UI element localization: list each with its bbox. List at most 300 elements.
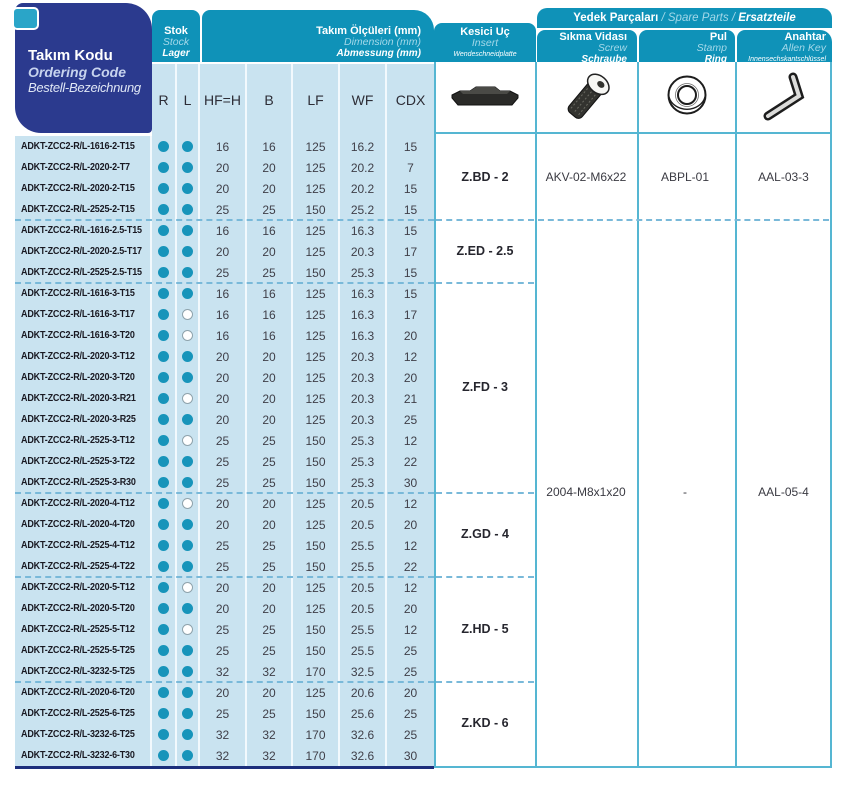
hf-value: 20 (200, 409, 247, 430)
spare-group-separator-line (538, 219, 829, 221)
b-value: 25 (247, 430, 293, 451)
stock-r-dot (158, 288, 169, 299)
ordering-code-text: ADKT-ZCC2-R/L-1616-3-T17 (21, 309, 135, 320)
hf-value: 20 (200, 178, 247, 199)
group-separator-line (15, 219, 434, 221)
ordering-code-text: ADKT-ZCC2-R/L-2020-3-R25 (21, 414, 136, 425)
ordering-code-cell (15, 178, 152, 199)
stock-l-cell (177, 451, 200, 472)
stock-r-dot (158, 141, 169, 152)
ordering-code-cell (15, 346, 152, 367)
ordering-code-cell (15, 409, 152, 430)
lf-value: 125 (293, 346, 340, 367)
wf-value: 32.5 (340, 661, 387, 682)
ordering-code-cell (15, 556, 152, 577)
screw-label-de: Schraube (581, 54, 627, 65)
ordering-code-text: ADKT-ZCC2-R/L-2020-3-T12 (21, 351, 135, 362)
stock-l-cell (177, 493, 200, 514)
cdx-value: 20 (403, 601, 418, 616)
stock-r-cell (152, 178, 177, 199)
hf-value: 25 (200, 199, 247, 220)
insert-group-label: Z.GD - 4 (461, 527, 509, 541)
screw-image-cell (537, 62, 637, 132)
lf-value: 125 (293, 598, 340, 619)
ordering-code-cell (15, 514, 152, 535)
ring-part-number: - (683, 485, 687, 499)
hf-value: 25 (200, 472, 247, 493)
grid-line (735, 62, 737, 768)
stock-l-dot (182, 309, 193, 320)
wf-value: 20.2 (340, 178, 387, 199)
table-row (15, 472, 434, 493)
b-value: 16 (247, 325, 293, 346)
dimensions-header (202, 10, 434, 62)
ordering-code-text: ADKT-ZCC2-R/L-3232-6-T30 (21, 750, 135, 761)
table-row (15, 241, 434, 262)
stock-r-cell (152, 325, 177, 346)
stock-l-cell (177, 598, 200, 619)
stock-r-cell (152, 577, 177, 598)
lf-value: 125 (293, 388, 340, 409)
b-value: 20 (247, 493, 293, 514)
ordering-code-text: ADKT-ZCC2-R/L-2525-4-T12 (21, 540, 135, 551)
stock-l-cell (177, 577, 200, 598)
grid-line (434, 766, 832, 768)
stock-l-cell (177, 556, 200, 577)
ordering-code-cell (15, 535, 152, 556)
wf-value: 25.2 (340, 199, 387, 220)
wf-value: 20.3 (340, 367, 387, 388)
lf-value: 150 (293, 472, 340, 493)
cdx-value: 21 (403, 391, 418, 406)
ordering-code-cell (15, 619, 152, 640)
stock-l-cell (177, 367, 200, 388)
stock-r-cell (152, 514, 177, 535)
cdx-value: 12 (403, 349, 418, 364)
stock-r-dot (158, 729, 169, 740)
lf-value: 125 (293, 157, 340, 178)
table-row (15, 304, 434, 325)
ordering-code-cell (15, 199, 152, 220)
stock-l-dot (182, 435, 193, 446)
allen-key-part-number: AAL-03-3 (758, 170, 809, 184)
ordering-code-text: ADKT-ZCC2-R/L-2020-3-R21 (21, 393, 136, 404)
wf-value: 20.3 (340, 388, 387, 409)
ordering-code-cell (15, 703, 152, 724)
column-header-lf: LF (293, 64, 340, 136)
b-value: 20 (247, 409, 293, 430)
hf-value: 25 (200, 451, 247, 472)
ordering-code-cell (15, 367, 152, 388)
ring-header (639, 30, 735, 65)
stock-l-cell (177, 409, 200, 430)
stock-l-cell (177, 745, 200, 766)
table-row (15, 199, 434, 220)
column-header-r: R (152, 64, 177, 136)
stock-r-dot (158, 540, 169, 551)
column-header-hf: HF=H (200, 64, 247, 136)
grid-line (830, 62, 832, 768)
stock-l-dot (182, 456, 193, 467)
lf-value: 125 (293, 409, 340, 430)
cdx-value: 25 (403, 412, 418, 427)
lf-value: 150 (293, 703, 340, 724)
table-row (15, 262, 434, 283)
stock-l-cell (177, 262, 200, 283)
stock-l-cell (177, 472, 200, 493)
stock-r-cell (152, 262, 177, 283)
cdx-value: 7 (407, 160, 414, 175)
hf-value: 20 (200, 598, 247, 619)
stock-r-cell (152, 409, 177, 430)
washer-icon (664, 74, 710, 120)
ordering-code-cell (15, 220, 152, 241)
group-separator-line (15, 492, 434, 494)
cdx-value: 15 (403, 286, 418, 301)
table-row (15, 136, 434, 157)
lf-value: 125 (293, 325, 340, 346)
wf-value: 25.3 (340, 451, 387, 472)
stock-l-cell (177, 535, 200, 556)
b-value: 16 (247, 283, 293, 304)
ordering-code-text: ADKT-ZCC2-R/L-1616-2.5-T15 (21, 225, 142, 236)
b-value: 20 (247, 577, 293, 598)
ordering-code-cell (15, 304, 152, 325)
lf-value: 150 (293, 619, 340, 640)
lf-value: 125 (293, 514, 340, 535)
group-separator-line (436, 282, 534, 284)
table-row (15, 535, 434, 556)
table-bottom-line (15, 766, 434, 769)
stock-r-cell (152, 556, 177, 577)
stock-header (152, 10, 200, 62)
stock-l-cell (177, 388, 200, 409)
stock-l-dot (182, 603, 193, 614)
ordering-code-text: ADKT-ZCC2-R/L-2525-6-T25 (21, 708, 135, 719)
lf-value: 170 (293, 745, 340, 766)
stock-l-dot (182, 729, 193, 740)
cdx-value: 12 (403, 580, 418, 595)
group-separator-line (15, 282, 434, 284)
table-row (15, 409, 434, 430)
stock-l-dot (182, 246, 193, 257)
stock-l-dot (182, 582, 193, 593)
screw-header (537, 30, 637, 65)
hf-value: 32 (200, 661, 247, 682)
hf-value: 20 (200, 493, 247, 514)
b-value: 25 (247, 451, 293, 472)
ordering-code-text: ADKT-ZCC2-R/L-2020-2-T7 (21, 162, 130, 173)
ordering-code-cell (15, 724, 152, 745)
table-row (15, 493, 434, 514)
stock-l-cell (177, 199, 200, 220)
ordering-code-label-de: Bestell-Bezeichnung (28, 80, 141, 95)
ordering-code-text: ADKT-ZCC2-R/L-1616-2-T15 (21, 141, 135, 152)
spare-parts-label-tr: Yedek Parçaları (573, 12, 659, 24)
lf-value: 150 (293, 430, 340, 451)
stock-l-cell (177, 661, 200, 682)
stock-r-dot (158, 477, 169, 488)
cdx-value: 20 (403, 328, 418, 343)
ordering-code-cell (15, 325, 152, 346)
stock-l-cell (177, 640, 200, 661)
stock-l-cell (177, 682, 200, 703)
insert-header (434, 23, 536, 62)
table-row (15, 388, 434, 409)
ordering-code-text: ADKT-ZCC2-R/L-2020-2.5-T17 (21, 246, 142, 257)
table-row (15, 745, 434, 766)
cdx-value: 30 (403, 748, 418, 763)
group-separator-line (15, 681, 434, 683)
stock-r-cell (152, 598, 177, 619)
hf-value: 20 (200, 367, 247, 388)
table-row (15, 640, 434, 661)
stock-r-dot (158, 666, 169, 677)
stock-l-cell (177, 157, 200, 178)
lf-value: 125 (293, 682, 340, 703)
stock-r-dot (158, 309, 169, 320)
ordering-code-text: ADKT-ZCC2-R/L-3232-5-T25 (21, 666, 135, 677)
wf-value: 32.6 (340, 724, 387, 745)
hf-value: 16 (200, 325, 247, 346)
ordering-code-cell (15, 598, 152, 619)
ordering-code-text: ADKT-ZCC2-R/L-2525-3-T22 (21, 456, 135, 467)
insert-label-tr: Kesici Uç (460, 26, 510, 38)
b-value: 16 (247, 304, 293, 325)
stock-l-cell (177, 724, 200, 745)
stock-r-dot (158, 708, 169, 719)
cdx-value: 20 (403, 370, 418, 385)
stock-r-dot (158, 603, 169, 614)
ordering-code-label-tr: Takım Kodu (28, 47, 113, 64)
stock-l-cell (177, 241, 200, 262)
column-header-b: B (247, 64, 293, 136)
cdx-value: 12 (403, 538, 418, 553)
lf-value: 125 (293, 577, 340, 598)
b-value: 25 (247, 640, 293, 661)
b-value: 25 (247, 472, 293, 493)
table-row (15, 514, 434, 535)
grid-line (434, 62, 436, 768)
table-row (15, 157, 434, 178)
ordering-code-cell (15, 682, 152, 703)
ordering-code-cell (15, 661, 152, 682)
hf-value: 20 (200, 682, 247, 703)
group-separator-line (436, 576, 534, 578)
lf-value: 125 (293, 241, 340, 262)
lf-value: 150 (293, 451, 340, 472)
table-row (15, 325, 434, 346)
stock-r-cell (152, 640, 177, 661)
lf-value: 150 (293, 535, 340, 556)
cdx-value: 17 (403, 244, 418, 259)
stock-l-cell (177, 136, 200, 157)
column-header-row (152, 64, 434, 136)
insert-label-en: Insert (471, 37, 499, 49)
stock-r-dot (158, 351, 169, 362)
stock-r-dot (158, 687, 169, 698)
table-row (15, 724, 434, 745)
insert-group-label: Z.BD - 2 (461, 170, 509, 184)
screw-icon (555, 66, 619, 128)
stock-l-dot (182, 204, 193, 215)
cdx-value: 22 (403, 454, 418, 469)
insert-icon (450, 84, 520, 110)
column-header-cdx: CDX (395, 92, 426, 108)
allen-key-label-tr: Anahtar (784, 31, 826, 43)
corner-chip (12, 7, 39, 30)
stock-l-dot (182, 267, 193, 278)
ordering-code-text: ADKT-ZCC2-R/L-2525-3-T12 (21, 435, 135, 446)
table-row (15, 703, 434, 724)
allen-key-label-en: Allen Key (781, 42, 826, 54)
lf-value: 150 (293, 199, 340, 220)
allen-key-header (737, 30, 832, 62)
stock-r-cell (152, 682, 177, 703)
ordering-code-label-en: Ordering Code (28, 64, 127, 80)
stock-l-cell (177, 514, 200, 535)
screw-label-en: Screw (597, 42, 627, 54)
stock-l-cell (177, 430, 200, 451)
insert-label-de: Wendeschneidplatte (453, 51, 517, 58)
stock-l-dot (182, 477, 193, 488)
stock-l-dot (182, 141, 193, 152)
wf-value: 16.3 (340, 283, 387, 304)
table-row (15, 661, 434, 682)
hf-value: 25 (200, 262, 247, 283)
group-separator-line (436, 492, 534, 494)
stock-l-dot (182, 519, 193, 530)
stock-r-dot (158, 267, 169, 278)
hf-value: 32 (200, 745, 247, 766)
stock-l-dot (182, 330, 193, 341)
wf-value: 20.5 (340, 514, 387, 535)
stock-r-cell (152, 283, 177, 304)
b-value: 16 (247, 136, 293, 157)
stock-r-cell (152, 703, 177, 724)
hf-value: 25 (200, 556, 247, 577)
cdx-value: 15 (403, 223, 418, 238)
spare-parts-header: Yedek Parçaları / Spare Parts / Ersatzteile (537, 8, 832, 28)
lf-value: 150 (293, 262, 340, 283)
lf-value: 170 (293, 724, 340, 745)
lf-value: 125 (293, 304, 340, 325)
lf-value: 170 (293, 661, 340, 682)
allen-key-part-number: AAL-05-4 (758, 485, 809, 499)
stock-label-en: Stock (162, 36, 190, 48)
stock-r-cell (152, 157, 177, 178)
wf-value: 16.3 (340, 220, 387, 241)
ordering-code-text: ADKT-ZCC2-R/L-2020-6-T20 (21, 687, 135, 698)
grid-line (535, 62, 537, 768)
stock-r-cell (152, 346, 177, 367)
wf-value: 20.6 (340, 682, 387, 703)
stock-label-tr: Stok (164, 25, 188, 37)
table-row (15, 346, 434, 367)
stock-r-dot (158, 624, 169, 635)
stock-r-cell (152, 472, 177, 493)
stock-r-dot (158, 246, 169, 257)
stock-l-dot (182, 372, 193, 383)
ordering-code-cell (15, 136, 152, 157)
table-row (15, 619, 434, 640)
group-separator-line (436, 219, 534, 221)
stock-r-cell (152, 388, 177, 409)
ring-label-en: Stamp (696, 42, 727, 54)
stock-l-cell (177, 220, 200, 241)
cdx-value: 25 (403, 706, 418, 721)
ring-image-cell (639, 62, 735, 132)
stock-l-cell (177, 703, 200, 724)
stock-r-dot (158, 498, 169, 509)
ordering-code-text: ADKT-ZCC2-R/L-2525-4-T22 (21, 561, 135, 572)
wf-value: 20.5 (340, 598, 387, 619)
cdx-value: 30 (403, 475, 418, 490)
ordering-code-text: ADKT-ZCC2-R/L-1616-3-T15 (21, 288, 135, 299)
stock-r-dot (158, 561, 169, 572)
cdx-value: 25 (403, 727, 418, 742)
b-value: 25 (247, 619, 293, 640)
stock-r-cell (152, 220, 177, 241)
stock-r-cell (152, 535, 177, 556)
grid-line (637, 62, 639, 768)
stock-r-cell (152, 493, 177, 514)
wf-value: 25.3 (340, 472, 387, 493)
ring-label-de: Ring (704, 54, 727, 65)
cdx-value: 15 (403, 265, 418, 280)
wf-value: 25.6 (340, 703, 387, 724)
stock-r-cell (152, 241, 177, 262)
stock-r-dot (158, 645, 169, 656)
wf-value: 25.5 (340, 556, 387, 577)
ordering-code-cell (15, 745, 152, 766)
spare-parts-label-de: Ersatzteile (738, 12, 796, 24)
table-row (15, 577, 434, 598)
stock-r-dot (158, 162, 169, 173)
stock-l-dot (182, 687, 193, 698)
b-value: 20 (247, 178, 293, 199)
b-value: 16 (247, 220, 293, 241)
insert-image-cell (434, 62, 536, 132)
insert-group-label: Z.HD - 5 (461, 621, 509, 636)
dimensions-label-de: Abmessung (mm) (336, 48, 421, 59)
cdx-value: 15 (403, 181, 418, 196)
b-value: 25 (247, 556, 293, 577)
insert-group-label: Z.FD - 3 (462, 380, 508, 394)
ordering-code-header (15, 3, 152, 133)
ordering-code-text: ADKT-ZCC2-R/L-2020-2-T15 (21, 183, 135, 194)
b-value: 25 (247, 199, 293, 220)
b-value: 25 (247, 262, 293, 283)
screw-part-number: AKV-02-M6x22 (545, 170, 627, 184)
ordering-code-text: ADKT-ZCC2-R/L-1616-3-T20 (21, 330, 135, 341)
group-separator-line (436, 681, 534, 683)
ordering-code-text: ADKT-ZCC2-R/L-2020-5-T20 (21, 603, 135, 614)
hf-value: 20 (200, 388, 247, 409)
column-header-wf: WF (340, 64, 387, 136)
wf-value: 16.3 (340, 304, 387, 325)
b-value: 20 (247, 388, 293, 409)
table-row (15, 430, 434, 451)
b-value: 20 (247, 682, 293, 703)
stock-r-cell (152, 451, 177, 472)
hf-value: 16 (200, 136, 247, 157)
stock-r-dot (158, 330, 169, 341)
hf-value: 16 (200, 283, 247, 304)
hf-value: 25 (200, 619, 247, 640)
stock-r-dot (158, 750, 169, 761)
dimensions-label-tr: Takım Ölçüleri (mm) (316, 25, 421, 37)
